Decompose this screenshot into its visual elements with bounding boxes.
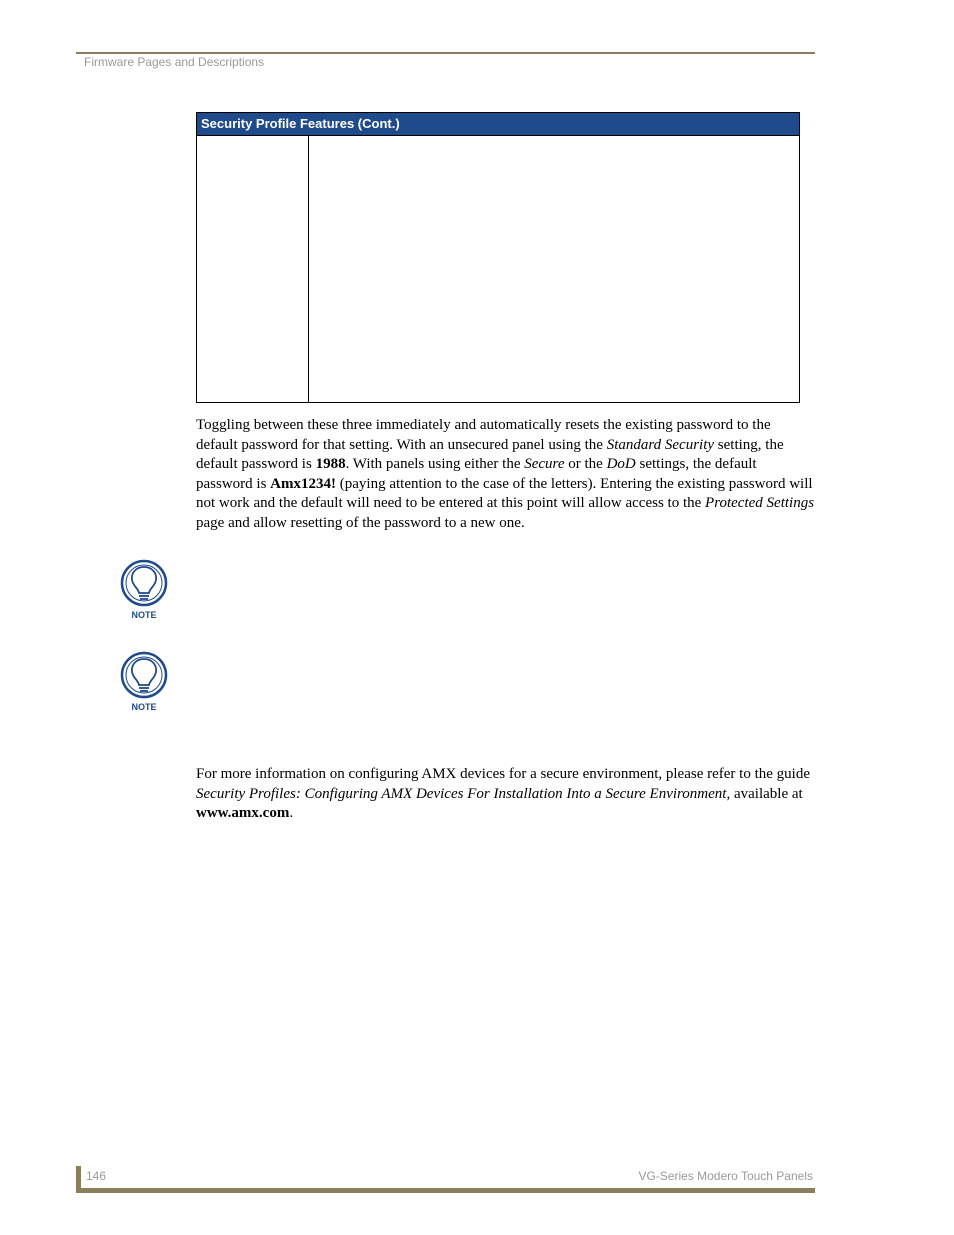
table-body — [197, 136, 799, 402]
text-run: or the — [564, 456, 607, 473]
note-lightbulb-icon — [118, 650, 170, 714]
text-run-bold: 1988 — [315, 456, 346, 473]
footer-rule — [76, 1188, 815, 1193]
header-rule — [76, 52, 815, 54]
section-header: Firmware Pages and Descriptions — [84, 55, 265, 69]
more-info-paragraph — [196, 765, 816, 824]
text-run: page and allow resetting of the password to a new one. — [196, 514, 525, 531]
text-run: Toggling between these three immediately and automatically resets the existing password to the default password for that setting. With an unsecured panel using the — [196, 417, 771, 453]
text-run: (paying attention to the case of the letters). Entering the existing password will not work and the default will need to be entered at this point will allow access to the — [196, 475, 813, 512]
table-title: Security Profile Features (Cont.) — [197, 113, 799, 136]
guide-title: Security Profiles: Configuring AMX Devices For Installation Into a Secure Environment — [196, 785, 727, 802]
note-lightbulb-icon — [118, 558, 170, 622]
text-run-italic: DoD — [606, 456, 636, 473]
text-run-italic: Protected Settings — [705, 495, 815, 512]
column-divider — [308, 136, 309, 402]
note-label: NOTE — [131, 610, 157, 620]
text-run-italic: Secure — [524, 456, 565, 473]
text-run: setting, the default password is — [196, 436, 784, 473]
text-run: For more information on configuring AMX devices for a secure environment, please refer to the guide — [196, 766, 810, 782]
text-run-italic: Standard Security — [606, 436, 715, 453]
document-title: VG-Series Modero Touch Panels — [638, 1169, 813, 1183]
security-profile-table — [196, 112, 800, 403]
text-run: settings, the default password is — [196, 456, 757, 492]
page-number: 146 — [86, 1169, 107, 1183]
note-label: NOTE — [131, 702, 157, 712]
website-link[interactable]: www.amx.com — [196, 805, 290, 822]
text-run-bold: Amx1234! — [270, 475, 336, 492]
password-reset-paragraph — [196, 416, 816, 534]
text-run: . With panels using either the — [345, 456, 525, 473]
text-run: . — [289, 805, 294, 822]
text-run: , available at — [726, 785, 803, 802]
